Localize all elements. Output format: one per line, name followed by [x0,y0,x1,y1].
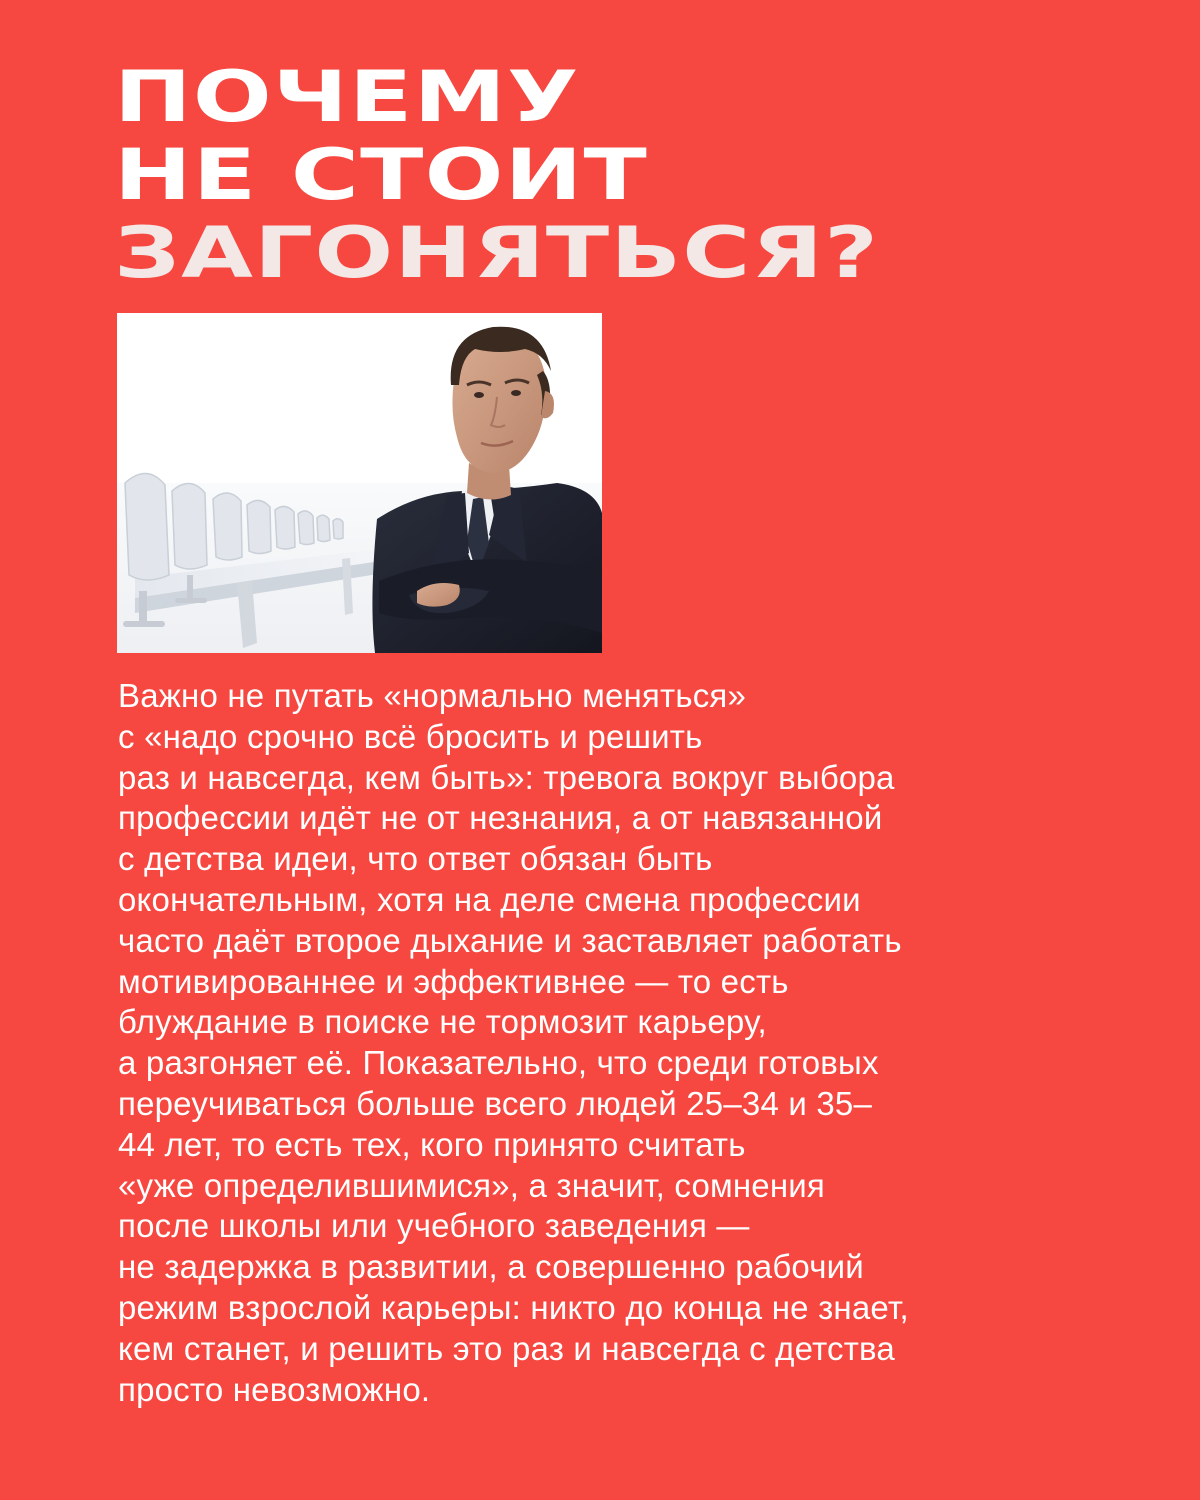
body-line: окончательным, хотя на деле смена профессии [118,880,861,918]
body-line: кем станет, и решить это раз и навсегда с детства [118,1329,895,1367]
body-line: раз и навсегда, кем быть»: тревога вокруг выбора [118,758,895,796]
body-line: после школы или учебного заведения — [118,1207,750,1245]
title-line-1: ПОЧЕМУ [114,55,580,138]
body-paragraph [118,676,1108,1410]
body-line: просто невозможно. [118,1370,431,1408]
body-line: Важно не путать «нормально меняться» [118,677,747,714]
body-line: мотивированнее и эффективнее — то есть [118,962,789,1000]
body-line: 44 лет, то есть тех, кого принято считать [118,1125,746,1163]
businessman-photo [117,313,602,653]
body-line: с детства идеи, что ответ обязан быть [118,840,713,878]
body-line: «уже определившимися», а значит, сомнения [118,1166,825,1204]
body-line: часто даёт второе дыхание и заставляет работать [118,921,902,959]
title-line-3: ЗАГОНЯТЬСЯ? [114,211,880,294]
slide-title [114,55,1074,294]
body-line: режим взрослой карьеры: никто до конца не знает, [118,1288,909,1326]
body-line: не задержка в развитии, а совершенно рабочий [118,1248,864,1286]
body-line: а разгоняет её. Показательно, что среди готовых [118,1044,879,1082]
body-line: с «надо срочно всё бросить и решить [118,717,703,755]
body-line: блуждание в поиске не тормозит карьеру, [118,1003,767,1041]
body-line: переучиваться больше всего людей 25–34 и 35– [118,1084,873,1122]
title-line-2: НЕ СТОИТ [114,133,648,216]
body-line: профессии идёт не от незнания, а от навязанной [118,799,883,837]
